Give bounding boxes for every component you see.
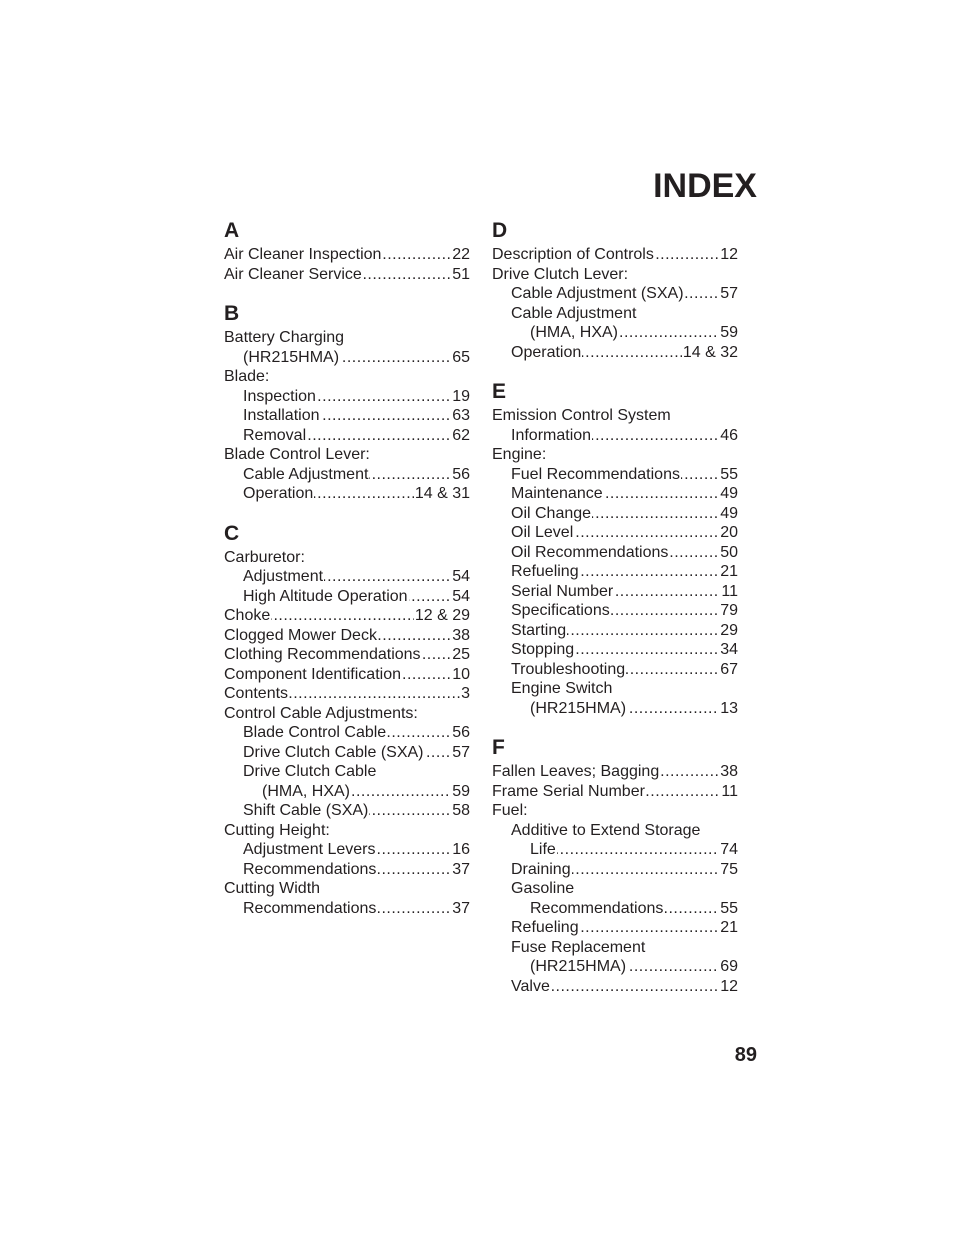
entry-text: Carburetor: [224,548,305,566]
entry-text: Drive Clutch Cable [243,763,377,780]
entry-text: Specifications [511,602,610,619]
section-letter: A [224,219,240,242]
entry-text: Fuel Recommendations [511,465,680,483]
index-entry [224,445,470,465]
index-column-right [492,220,738,1015]
index-entry [492,484,738,504]
entry-text: Engine Switch [511,680,613,697]
entry-text: Oil Level [511,524,574,541]
entry-text: Maintenance [511,485,603,502]
entry-text: Choke [224,607,271,624]
entry-text: Cable Adjustment [511,304,637,322]
entry-text: Recommendations [530,899,664,917]
index-entry [492,918,738,938]
entry-text: Troubleshooting [511,660,626,678]
entry-page-number: 37 [452,860,470,878]
entry-text: (HR215HMA) [530,699,627,717]
entry-page-number: 58 [452,802,470,819]
entry-text: Fallen Leaves; Bagging [492,763,660,780]
index-entry [224,626,470,646]
entry-text: Gasoline [511,880,575,897]
entry-text: Additive to Extend Storage [511,821,701,839]
entry-text: (HMA, HXA) [530,324,618,341]
index-section-a [224,220,470,284]
entry-text: Inspection [243,387,316,405]
entry-page-number: 38 [720,763,738,780]
entry-text: Serial Number [511,582,614,600]
entry-page-number: 65 [452,348,470,366]
entry-text: Recommendations [243,899,377,917]
index-entry [224,465,470,485]
section-letter: E [492,380,507,403]
entry-page-number: 21 [720,563,738,580]
index-entry [224,367,470,387]
entry-page-number: 14 & 31 [414,485,470,502]
index-entry [224,899,470,919]
section-letter: C [224,521,240,545]
entry-page-number: 3 [461,685,470,702]
entry-text: Draining [511,860,571,878]
entry-page-number: 46 [720,426,738,444]
entry-text: Adjustment Levers [243,841,376,858]
index-entry [224,840,470,860]
index-entry [224,684,470,704]
section-letter: B [224,302,240,325]
entry-text: (HMA, HXA) [262,782,350,800]
index-entry [492,543,738,563]
index-entry [492,821,738,841]
index-entry [492,938,738,958]
index-entry [492,782,738,802]
index-entry [492,343,738,363]
index-entry [224,801,470,821]
index-entry [492,640,738,660]
index-entry [492,899,738,919]
entry-page-number: 50 [720,543,738,561]
entry-text: Valve [511,977,550,995]
index-entry [224,704,470,724]
index-entry [492,304,738,324]
entry-text: Blade: [224,368,270,385]
entry-page-number: 21 [720,919,738,936]
entry-page-number: 34 [720,641,738,658]
entry-page-number: 11 [721,582,738,600]
index-entry [224,548,470,568]
index-section-f [492,737,738,996]
index-entry [492,445,738,465]
index-entry [492,801,738,821]
entry-page-number: 74 [720,841,738,858]
index-entry [224,406,470,426]
index-entry [224,348,470,368]
index-entry [224,782,470,802]
entry-text: Operation [511,343,582,361]
entry-text: Cable Adjustment [243,465,369,483]
entry-text: Air Cleaner Service [224,265,362,283]
entry-page-number: 38 [452,626,470,644]
entry-page-number: 25 [452,646,470,663]
entry-page-number: 55 [720,465,738,483]
index-column-left [224,220,470,937]
index-entry [492,582,738,602]
entry-page-number: 12 [720,246,738,263]
index-entry [492,562,738,582]
entry-text: Oil Change [511,504,592,522]
entry-text: Oil Recommendations [511,543,669,561]
index-entry [492,977,738,997]
entry-text: Refueling [511,919,579,936]
index-entry [492,957,738,977]
entry-text: Shift Cable (SXA) [243,802,369,819]
section-letter: D [492,219,508,242]
index-section-d [492,220,738,362]
entry-text: Operation [243,485,314,502]
entry-page-number: 49 [720,485,738,502]
index-entry [224,665,470,685]
index-entry [492,523,738,543]
entry-text: Cable Adjustment (SXA) [511,285,684,302]
entry-text: Fuse Replacement [511,938,646,956]
index-entry [492,679,738,699]
index-entry [492,504,738,524]
entry-page-number: 10 [452,665,470,683]
index-entry [492,699,738,719]
entry-page-number: 67 [720,660,738,678]
entry-text: Removal [243,426,307,444]
entry-text: Battery Charging [224,329,345,346]
entry-text: Information [511,426,592,444]
index-entry [492,406,738,426]
index-section-e [492,381,738,718]
entry-text: Engine: [492,446,547,463]
index-entry [224,821,470,841]
entry-text: Refueling [511,563,579,580]
entry-text: Fuel: [492,802,528,819]
index-entry [224,426,470,446]
index-entry [492,245,738,265]
entry-text: Component Identification [224,665,401,683]
entry-page-number: 56 [452,724,470,741]
entry-page-number: 54 [452,568,470,585]
entry-text: Contents [224,685,289,702]
index-entry [492,860,738,880]
index-entry [492,465,738,485]
entry-page-number: 63 [452,407,470,424]
entry-text: (HR215HMA) [243,348,340,366]
entry-text: Adjustment [243,568,324,585]
entry-text: Emission Control System [492,407,671,424]
entry-page-number: 59 [452,782,470,800]
index-entry [492,265,738,285]
entry-text: Blade Control Lever: [224,446,370,463]
index-entry [492,284,738,304]
entry-text: Frame Serial Number [492,782,645,800]
entry-text: Stopping [511,641,575,658]
entry-page-number: 14 & 32 [682,343,738,361]
entry-page-number: 20 [720,524,738,541]
index-entry [224,606,470,626]
page-title: INDEX [653,167,757,205]
index-entry [224,587,470,607]
entry-text: Drive Clutch Lever: [492,265,629,283]
index-entry [492,323,738,343]
entry-page-number: 57 [452,743,470,761]
entry-page-number: 62 [452,426,470,444]
index-entry [492,840,738,860]
entry-page-number: 51 [452,265,470,283]
entry-page-number: 75 [720,860,738,878]
entry-text: Drive Clutch Cable (SXA) [243,743,424,761]
index-entry [224,245,470,265]
entry-text: High Altitude Operation [243,587,408,605]
index-entry [224,645,470,665]
entry-page-number: 56 [452,465,470,483]
index-entry [224,265,470,285]
entry-text: Cutting Height: [224,821,330,839]
entry-text: Air Cleaner Inspection [224,246,382,263]
entry-text: Clothing Recommendations [224,646,421,663]
entry-page-number: 12 & 29 [414,607,470,624]
entry-page-number: 11 [721,782,738,800]
entry-text: Description of Controls [492,246,654,263]
entry-text: Installation [243,407,320,424]
index-entry [492,762,738,782]
index-entry [224,762,470,782]
entry-text: Life [530,841,556,858]
index-entry [224,723,470,743]
index-entry [492,879,738,899]
entry-page-number: 19 [452,387,470,405]
entry-page-number: 54 [452,587,470,605]
index-entry [492,660,738,680]
entry-page-number: 29 [720,621,738,639]
index-section-c [224,523,470,919]
index-entry [224,484,470,504]
entry-text: Clogged Mower Deck [224,626,377,644]
entry-page-number: 55 [720,899,738,917]
entry-text: (HR215HMA) [530,958,627,975]
index-entry [492,426,738,446]
entry-page-number: 59 [720,324,738,341]
page-number: 89 [734,1044,757,1066]
index-section-b [224,303,470,504]
entry-text: Starting [511,621,567,639]
section-letter: F [492,736,505,759]
entry-page-number: 12 [720,977,738,995]
entry-page-number: 13 [720,699,738,717]
entry-page-number: 79 [720,602,738,619]
index-entry [224,860,470,880]
index-entry [224,743,470,763]
entry-page-number: 16 [452,841,470,858]
entry-page-number: 22 [452,246,470,263]
entry-text: Recommendations [243,860,377,878]
entry-page-number: 37 [452,899,470,917]
index-entry [492,621,738,641]
index-entry [492,601,738,621]
entry-page-number: 49 [720,504,738,522]
index-entry [224,328,470,348]
index-entry [224,387,470,407]
entry-page-number: 69 [720,958,738,975]
entry-page-number: 57 [720,285,738,302]
index-entry [224,879,470,899]
entry-text: Cutting Width [224,880,321,897]
entry-text: Blade Control Cable [243,724,387,741]
entry-text: Control Cable Adjustments: [224,704,418,722]
index-entry [224,567,470,587]
